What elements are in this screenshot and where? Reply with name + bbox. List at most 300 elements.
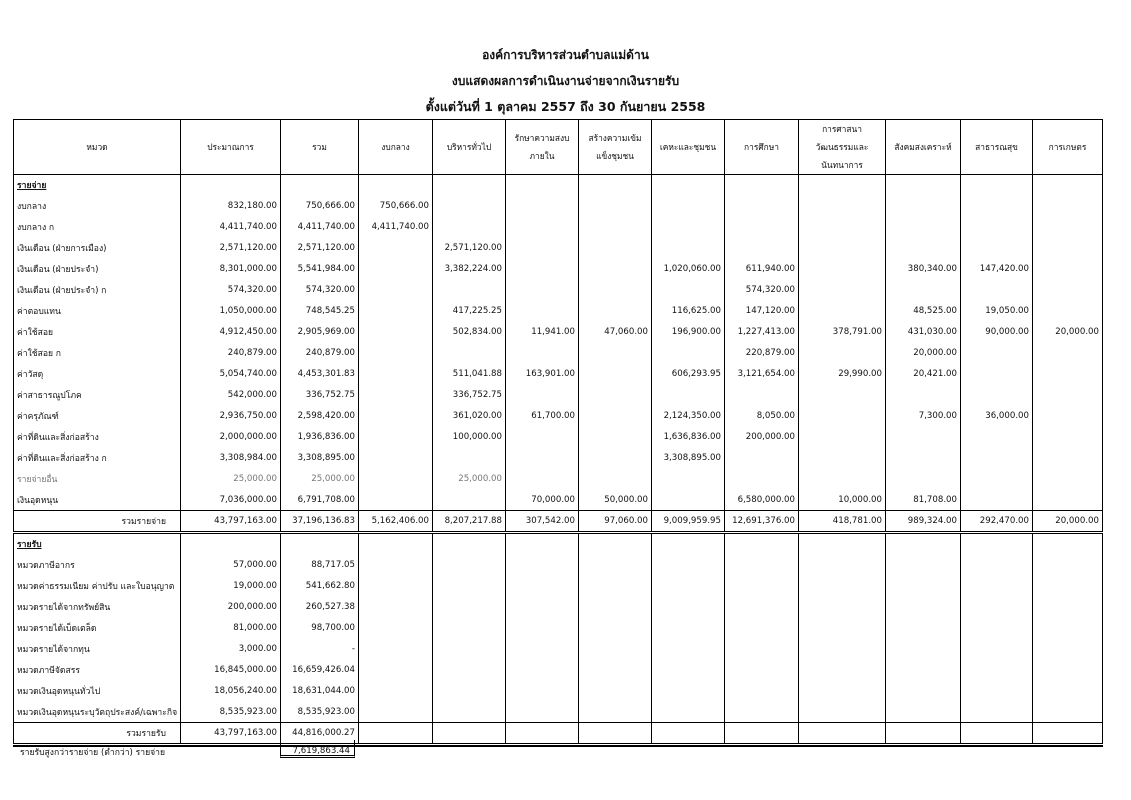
cell-value: 43,797,163.00	[181, 511, 281, 533]
column-header: การศึกษา	[725, 120, 799, 175]
cell-value: 116,625.00	[652, 300, 725, 321]
cell-value	[359, 384, 433, 405]
cell-value: 81,708.00	[886, 489, 961, 511]
cell-value	[1033, 447, 1103, 468]
cell-value	[961, 575, 1033, 596]
cell-value: -	[281, 638, 359, 659]
cell-value: 43,797,163.00	[181, 723, 281, 745]
row-label: เงินเดือน (ฝ่ายการเมือง)	[14, 237, 181, 258]
cell-value	[433, 596, 506, 617]
cell-value: 196,900.00	[652, 321, 725, 342]
report-period: ตั้งแต่วันที่ 1 ตุลาคม 2557 ถึง 30 กันยายน 2558	[425, 99, 706, 114]
cell-value	[579, 426, 652, 447]
cell-value: 70,000.00	[506, 489, 579, 511]
cell-value	[579, 258, 652, 279]
cell-value	[579, 638, 652, 659]
cell-value	[799, 468, 886, 489]
cell-value	[359, 363, 433, 384]
cell-value: 8,207,217.88	[433, 511, 506, 533]
column-header: บริหารทั่วไป	[433, 120, 506, 175]
cell-value	[579, 342, 652, 363]
cell-value: 8,535,923.00	[281, 701, 359, 723]
cell-value	[799, 575, 886, 596]
table-row	[14, 596, 1103, 617]
surplus-value: 7,619,863.44	[280, 740, 355, 758]
cell-value	[652, 701, 725, 723]
cell-value	[506, 447, 579, 468]
row-label: ค่าสาธารณูปโภค	[14, 384, 181, 405]
cell-value	[799, 279, 886, 300]
cell-value	[433, 489, 506, 511]
cell-value	[725, 701, 799, 723]
table-bottom-border	[14, 745, 1103, 747]
cell-value	[961, 596, 1033, 617]
cell-value	[506, 575, 579, 596]
cell-value	[1033, 237, 1103, 258]
cell-value	[359, 468, 433, 489]
cell-value: 61,700.00	[506, 405, 579, 426]
cell-value: 20,421.00	[886, 363, 961, 384]
cell-value	[799, 596, 886, 617]
table-row	[14, 384, 1103, 405]
cell-value	[725, 638, 799, 659]
cell-value	[579, 216, 652, 237]
cell-value	[506, 426, 579, 447]
table-row	[14, 680, 1103, 701]
cell-value: 18,631,044.00	[281, 680, 359, 701]
cell-value	[799, 447, 886, 468]
row-label: เงินอุดหนุน	[14, 489, 181, 511]
column-header: ประมาณการ	[181, 120, 281, 175]
column-header: งบกลาง	[359, 120, 433, 175]
section-title: รายจ่าย	[17, 181, 47, 191]
surplus-label: รายรับสูงกว่ารายจ่าย (ต่ำกว่า) รายจ่าย	[20, 748, 166, 758]
row-label: ค่าที่ดินและสิ่งก่อสร้าง ก	[14, 447, 181, 468]
cell-value	[579, 195, 652, 216]
cell-value: 3,000.00	[181, 638, 281, 659]
cell-value	[579, 363, 652, 384]
table-row	[14, 426, 1103, 447]
row-label: ค่าใช้สอย	[14, 321, 181, 342]
cell-value	[506, 617, 579, 638]
cell-value	[1033, 216, 1103, 237]
cell-value	[359, 659, 433, 680]
cell-value: 750,666.00	[281, 195, 359, 216]
cell-value	[579, 617, 652, 638]
cell-value	[579, 680, 652, 701]
row-label: ค่าครุภัณฑ์	[14, 405, 181, 426]
cell-value	[961, 489, 1033, 511]
cell-value	[1033, 195, 1103, 216]
cell-value	[799, 426, 886, 447]
cell-value: 12,691,376.00	[725, 511, 799, 533]
cell-value	[506, 680, 579, 701]
cell-value: 9,009,959.95	[652, 511, 725, 533]
cell-value	[961, 680, 1033, 701]
row-label: หมวดค่าธรรมเนียม ค่าปรับ และใบอนุญาต	[14, 575, 181, 596]
cell-value	[433, 680, 506, 701]
cell-value: 307,542.00	[506, 511, 579, 533]
cell-value: 5,054,740.00	[181, 363, 281, 384]
row-label: รายจ่ายอื่น	[14, 468, 181, 489]
cell-value	[359, 554, 433, 575]
table-row	[14, 575, 1103, 596]
cell-value	[1033, 405, 1103, 426]
cell-value: 2,571,120.00	[433, 237, 506, 258]
cell-value: 7,036,000.00	[181, 489, 281, 511]
cell-value	[799, 617, 886, 638]
cell-value	[652, 195, 725, 216]
cell-value	[579, 554, 652, 575]
column-header: การเกษตร	[1033, 120, 1103, 175]
cell-value: 147,420.00	[961, 258, 1033, 279]
column-header: สาธารณสุข	[961, 120, 1033, 175]
table-row	[14, 300, 1103, 321]
cell-value: 36,000.00	[961, 405, 1033, 426]
cell-value	[886, 216, 961, 237]
cell-value: 19,050.00	[961, 300, 1033, 321]
cell-value	[359, 680, 433, 701]
cell-value: 380,340.00	[886, 258, 961, 279]
cell-value	[886, 554, 961, 575]
cell-value	[433, 216, 506, 237]
cell-value	[433, 447, 506, 468]
cell-value	[961, 638, 1033, 659]
table-row	[14, 321, 1103, 342]
table-row	[14, 279, 1103, 300]
cell-value	[506, 638, 579, 659]
table-row	[14, 489, 1103, 511]
cell-value: 417,225.25	[433, 300, 506, 321]
cell-value	[886, 468, 961, 489]
row-label: รวมรายรับ	[14, 723, 181, 745]
cell-value	[725, 384, 799, 405]
cell-value: 989,324.00	[886, 511, 961, 533]
cell-value	[359, 321, 433, 342]
cell-value: 4,912,450.00	[181, 321, 281, 342]
cell-value: 336,752.75	[281, 384, 359, 405]
cell-value	[1033, 363, 1103, 384]
cell-value: 4,453,301.83	[281, 363, 359, 384]
cell-value	[886, 384, 961, 405]
cell-value: 542,000.00	[181, 384, 281, 405]
row-label: งบกลาง	[14, 195, 181, 216]
cell-value: 2,598,420.00	[281, 405, 359, 426]
cell-value: 25,000.00	[181, 468, 281, 489]
cell-value	[886, 659, 961, 680]
cell-value	[579, 575, 652, 596]
table-row	[14, 195, 1103, 216]
cell-value	[961, 363, 1033, 384]
cell-value: 37,196,136.83	[281, 511, 359, 533]
cell-value: 25,000.00	[433, 468, 506, 489]
cell-value: 5,162,406.00	[359, 511, 433, 533]
row-label: หมวดรายได้จากทรัพย์สิน	[14, 596, 181, 617]
cell-value: 292,470.00	[961, 511, 1033, 533]
cell-value: 511,041.88	[433, 363, 506, 384]
cell-value	[886, 617, 961, 638]
cell-value: 2,936,750.00	[181, 405, 281, 426]
cell-value: 200,000.00	[725, 426, 799, 447]
cell-value	[799, 701, 886, 723]
cell-value	[1033, 554, 1103, 575]
cell-value: 57,000.00	[181, 554, 281, 575]
cell-value	[1033, 384, 1103, 405]
cell-value: 6,580,000.00	[725, 489, 799, 511]
cell-value	[1033, 489, 1103, 511]
cell-value	[579, 279, 652, 300]
cell-value	[579, 447, 652, 468]
cell-value: 378,791.00	[799, 321, 886, 342]
column-header: เคหะและชุมชน	[652, 120, 725, 175]
cell-value: 574,320.00	[725, 279, 799, 300]
cell-value	[886, 596, 961, 617]
cell-value: 2,571,120.00	[181, 237, 281, 258]
cell-value	[579, 659, 652, 680]
cell-value	[961, 701, 1033, 723]
cell-value	[433, 195, 506, 216]
cell-value	[506, 195, 579, 216]
cell-value	[433, 701, 506, 723]
cell-value	[359, 701, 433, 723]
cell-value: 1,227,413.00	[725, 321, 799, 342]
column-header: สร้างความเข้มแข็งชุมชน	[579, 120, 652, 175]
cell-value	[506, 216, 579, 237]
cell-value: 147,120.00	[725, 300, 799, 321]
cell-value: 163,901.00	[506, 363, 579, 384]
cell-value	[579, 701, 652, 723]
cell-value	[652, 554, 725, 575]
cell-value	[652, 468, 725, 489]
cell-value	[652, 342, 725, 363]
cell-value	[652, 279, 725, 300]
cell-value: 1,936,836.00	[281, 426, 359, 447]
cell-value	[359, 300, 433, 321]
cell-value	[433, 342, 506, 363]
cell-value: 574,320.00	[281, 279, 359, 300]
cell-value	[886, 575, 961, 596]
cell-value: 200,000.00	[181, 596, 281, 617]
cell-value	[359, 237, 433, 258]
cell-value	[961, 279, 1033, 300]
row-label: หมวดรายได้เบ็ดเตล็ด	[14, 617, 181, 638]
cell-value	[961, 659, 1033, 680]
table-row	[14, 554, 1103, 575]
cell-value	[506, 279, 579, 300]
cell-value	[886, 638, 961, 659]
cell-value: 1,636,836.00	[652, 426, 725, 447]
cell-value	[506, 300, 579, 321]
cell-value: 748,545.25	[281, 300, 359, 321]
cell-value: 100,000.00	[433, 426, 506, 447]
cell-value: 18,056,240.00	[181, 680, 281, 701]
cell-value	[799, 638, 886, 659]
operating-results-table	[13, 119, 1103, 747]
cell-value: 90,000.00	[961, 321, 1033, 342]
cell-value	[579, 384, 652, 405]
cell-value	[961, 342, 1033, 363]
column-header: สังคมสงเคราะห์	[886, 120, 961, 175]
column-header: หมวด	[14, 120, 181, 175]
expense-section-header	[14, 175, 1103, 196]
cell-value: 8,301,000.00	[181, 258, 281, 279]
row-label: ค่าที่ดินและสิ่งก่อสร้าง	[14, 426, 181, 447]
cell-value: 541,662.80	[281, 575, 359, 596]
revenue-total-row	[14, 723, 1103, 745]
cell-value	[652, 384, 725, 405]
cell-value: 8,050.00	[725, 405, 799, 426]
cell-value	[359, 258, 433, 279]
table-row	[14, 638, 1103, 659]
cell-value	[1033, 575, 1103, 596]
row-label: หมวดภาษีอากร	[14, 554, 181, 575]
cell-value: 29,990.00	[799, 363, 886, 384]
table-row	[14, 363, 1103, 384]
row-label: งบกลาง ก	[14, 216, 181, 237]
table-row	[14, 447, 1103, 468]
cell-value: 3,308,984.00	[181, 447, 281, 468]
row-label: รวมรายจ่าย	[14, 511, 181, 533]
cell-value	[725, 723, 799, 745]
cell-value	[506, 468, 579, 489]
cell-value	[961, 468, 1033, 489]
cell-value	[506, 723, 579, 745]
cell-value	[1033, 258, 1103, 279]
cell-value: 4,411,740.00	[181, 216, 281, 237]
table-row	[14, 342, 1103, 363]
cell-value	[725, 596, 799, 617]
cell-value	[359, 638, 433, 659]
cell-value	[433, 617, 506, 638]
cell-value	[506, 659, 579, 680]
cell-value	[961, 554, 1033, 575]
table-row	[14, 216, 1103, 237]
cell-value: 418,781.00	[799, 511, 886, 533]
cell-value: 8,535,923.00	[181, 701, 281, 723]
cell-value: 16,845,000.00	[181, 659, 281, 680]
cell-value	[433, 279, 506, 300]
cell-value	[961, 195, 1033, 216]
table-row	[14, 258, 1103, 279]
cell-value: 220,879.00	[725, 342, 799, 363]
cell-value	[961, 237, 1033, 258]
cell-value	[799, 680, 886, 701]
cell-value: 25,000.00	[281, 468, 359, 489]
table-row	[14, 617, 1103, 638]
row-label: เงินเดือน (ฝ่ายประจำ)	[14, 258, 181, 279]
table-row	[14, 405, 1103, 426]
cell-value	[799, 384, 886, 405]
cell-value: 750,666.00	[359, 195, 433, 216]
cell-value: 2,124,350.00	[652, 405, 725, 426]
cell-value	[886, 701, 961, 723]
cell-value	[579, 723, 652, 745]
cell-value	[579, 405, 652, 426]
cell-value	[886, 447, 961, 468]
cell-value	[359, 426, 433, 447]
row-label: หมวดเงินอุดหนุนทั่วไป	[14, 680, 181, 701]
organization-title: องค์การบริหารส่วนตำบลแม่ด้าน	[482, 48, 649, 62]
cell-value: 240,879.00	[281, 342, 359, 363]
cell-value	[359, 447, 433, 468]
table-row	[14, 701, 1103, 723]
cell-value	[506, 701, 579, 723]
cell-value	[359, 596, 433, 617]
cell-value	[961, 447, 1033, 468]
cell-value	[579, 596, 652, 617]
cell-value	[799, 216, 886, 237]
cell-value	[961, 617, 1033, 638]
cell-value	[799, 405, 886, 426]
cell-value	[725, 680, 799, 701]
cell-value	[886, 237, 961, 258]
cell-value	[725, 575, 799, 596]
cell-value	[652, 237, 725, 258]
cell-value	[1033, 659, 1103, 680]
row-label: ค่าใช้สอย ก	[14, 342, 181, 363]
cell-value	[725, 468, 799, 489]
row-label: ค่าวัสดุ	[14, 363, 181, 384]
row-label: เงินเดือน (ฝ่ายประจำ) ก	[14, 279, 181, 300]
cell-value	[506, 258, 579, 279]
cell-value: 10,000.00	[799, 489, 886, 511]
cell-value: 11,941.00	[506, 321, 579, 342]
cell-value: 5,541,984.00	[281, 258, 359, 279]
cell-value: 81,000.00	[181, 617, 281, 638]
expense-total-row	[14, 511, 1103, 533]
cell-value: 6,791,708.00	[281, 489, 359, 511]
cell-value	[433, 659, 506, 680]
cell-value	[652, 596, 725, 617]
cell-value	[579, 237, 652, 258]
cell-value: 240,879.00	[181, 342, 281, 363]
report-title: งบแสดงผลการดำเนินงานจ่ายจากเงินรายรับ	[451, 74, 680, 88]
cell-value	[886, 680, 961, 701]
cell-value	[799, 342, 886, 363]
row-label: หมวดเงินอุดหนุนระบุวัตถุประสงค์/เฉพาะกิจ	[14, 701, 181, 723]
cell-value	[1033, 300, 1103, 321]
cell-value: 4,411,740.00	[281, 216, 359, 237]
cell-value: 47,060.00	[579, 321, 652, 342]
cell-value: 88,717.05	[281, 554, 359, 575]
cell-value	[652, 617, 725, 638]
cell-value	[1033, 638, 1103, 659]
cell-value: 3,308,895.00	[281, 447, 359, 468]
cell-value	[1033, 342, 1103, 363]
cell-value	[652, 216, 725, 237]
cell-value	[799, 723, 886, 745]
cell-value: 611,940.00	[725, 258, 799, 279]
cell-value	[886, 279, 961, 300]
cell-value	[506, 554, 579, 575]
cell-value	[725, 554, 799, 575]
cell-value	[359, 723, 433, 745]
cell-value	[359, 342, 433, 363]
revenue-section-header	[14, 533, 1103, 555]
row-label: หมวดภาษีจัดสรร	[14, 659, 181, 680]
cell-value: 20,000.00	[1033, 321, 1103, 342]
cell-value: 44,816,000.27	[281, 723, 359, 745]
cell-value: 574,320.00	[181, 279, 281, 300]
cell-value	[1033, 596, 1103, 617]
cell-value	[652, 659, 725, 680]
cell-value	[799, 195, 886, 216]
cell-value: 48,525.00	[886, 300, 961, 321]
cell-value: 336,752.75	[433, 384, 506, 405]
cell-value	[1033, 617, 1103, 638]
cell-value	[579, 300, 652, 321]
cell-value	[359, 575, 433, 596]
